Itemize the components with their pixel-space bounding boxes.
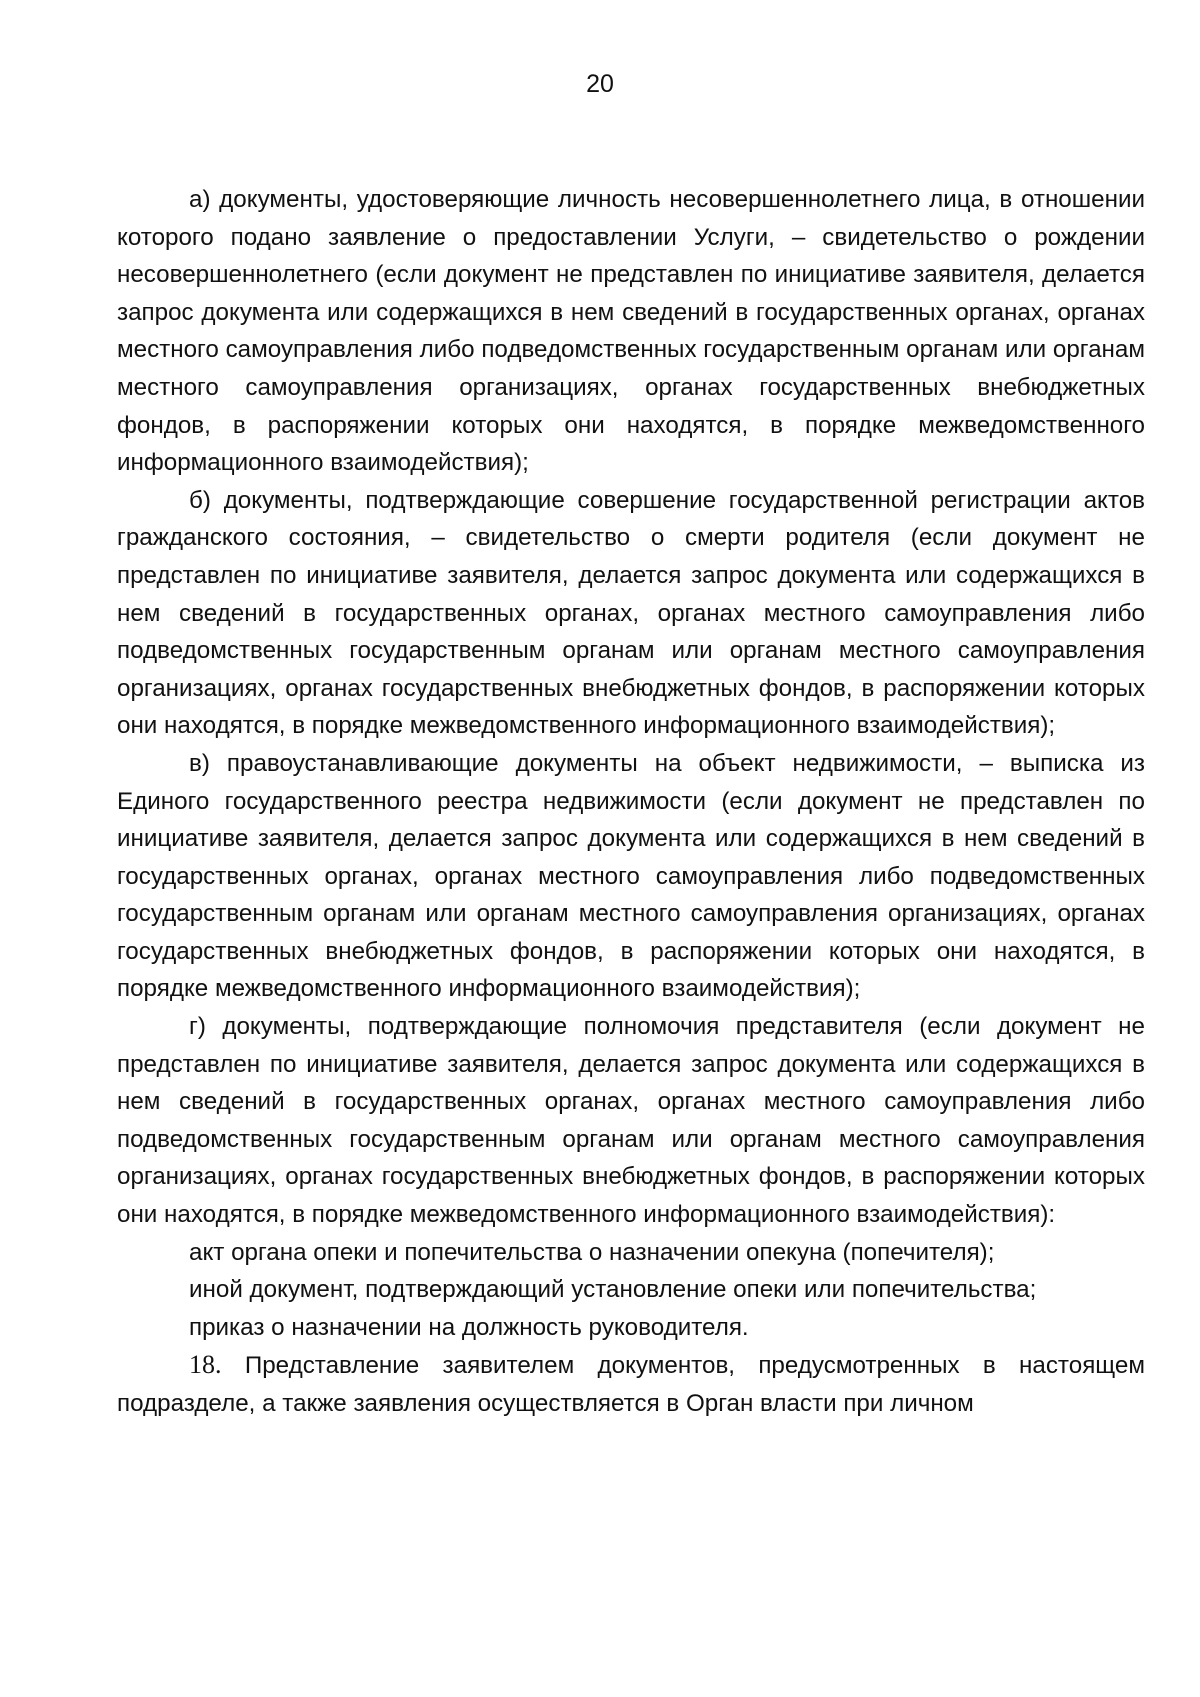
page-number: 20 — [586, 70, 614, 98]
list-item-other-document: иной документ, подтверждающий установление опеки или попечительства; — [189, 1276, 1037, 1304]
section-18-text: Представление заявителем документов, предусмотренных в настоящем подразделе, а также заявления осуществляется в Орган власти при личном — [117, 1352, 1145, 1417]
paragraph-v: в) правоустанавливающие документы на объект недвижимости, – выписка из Единого государственного реестра недвижимости (если документ не представлен по инициативе заявителя, делается запрос документа или содержащихся в нем сведений в государственных органах, органах местного самоуправления либо подведомственных государственным органам или органам местного самоуправления организациях, органах государственных внебюджетных фондов, в распоряжении которых они находятся, в порядке межведомственного информационного взаимодействия); — [117, 749, 1145, 1003]
list-item-guardianship-act: акт органа опеки и попечительства о назначении опекуна (попечителя); — [189, 1238, 995, 1266]
paragraph-g: г) документы, подтверждающие полномочия представителя (если документ не представлен по инициативе заявителя, делается запрос документа или содержащихся в нем сведений в государственных органах, органах местного самоуправления либо подведомственных государственным органам или органам местного самоуправления организациях, органах государственных внебюджетных фондов, в распоряжении которых они находятся, в порядке межведомственного информационного взаимодействия): — [117, 1013, 1145, 1229]
section-number: 18. — [189, 1350, 222, 1380]
paragraph-b: б) документы, подтверждающие совершение государственной регистрации актов гражданского состояния, – свидетельство о смерти родителя (если документ не представлен по инициативе заявителя, делается запрос документа или содержащихся в нем сведений в государственных органах, органах местного самоуправления либо подведомственных государственным органам или органам местного самоуправления организациях, органах государственных внебюджетных фондов, в распоряжении которых они находятся, в порядке межведомственного информационного взаимодействия); — [117, 486, 1145, 740]
document-body — [117, 181, 1145, 1423]
paragraph-18 — [117, 1346, 1145, 1422]
paragraph-a: а) документы, удостоверяющие личность несовершеннолетнего лица, в отношении которого подано заявление о предоставлении Услуги, – свидетельство о рождении несовершеннолетнего (если документ не представлен по инициативе заявителя, делается запрос документа или содержащихся в нем сведений в государственных органах, органах местного самоуправления либо подведомственных государственным органам или органам местного самоуправления организациях, органах государственных внебюджетных фондов, в распоряжении которых они находятся, в порядке межведомственного информационного взаимодействия); — [117, 186, 1145, 477]
list-item-appointment-order: приказ о назначении на должность руководителя. — [189, 1313, 749, 1341]
